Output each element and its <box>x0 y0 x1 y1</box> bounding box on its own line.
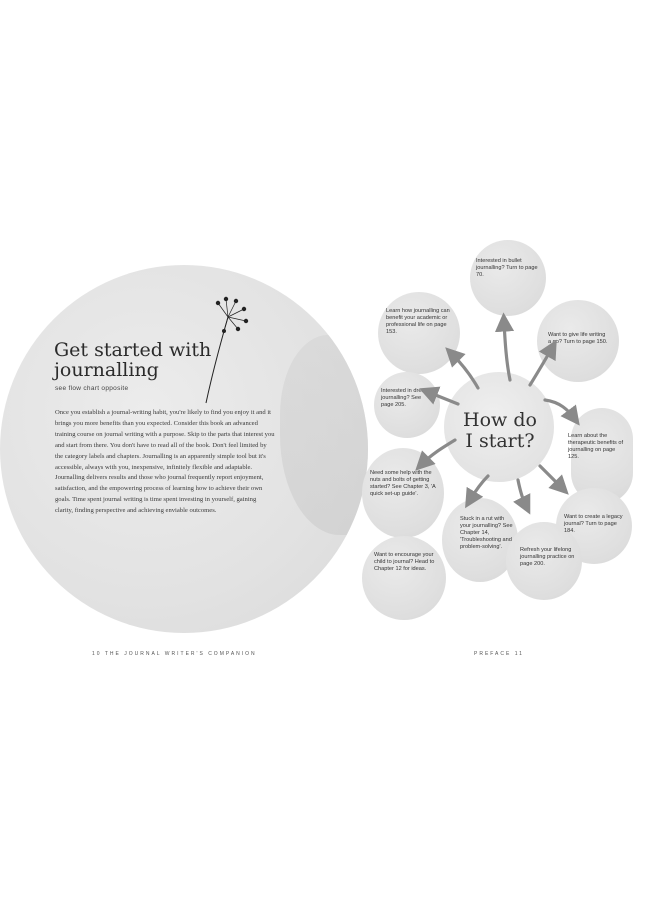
node-text-therapeutic: Learn about the therapeutic benefits of journalling on page 125. <box>568 433 624 460</box>
node-text-life-writing: Want to give life writing a go? Turn to page 150. <box>548 332 608 345</box>
arrow-to-legacy <box>540 466 562 488</box>
left-footer: 10 THE JOURNAL WRITER'S COMPANION <box>92 651 257 657</box>
node-text-nuts-bolts: Need some help with the nuts and bolts of getting started? See Chapter 3, 'A quick set-up guide'. <box>370 470 436 497</box>
arrow-to-bullet <box>504 322 510 380</box>
body-paragraph: Once you establish a journal-writing habit, you're likely to find you enjoy it and it brings you more benefits than you expected. Consider this book an advanced training course on journal writing with a purpose. Skip to the parts that interest you and start from there. You don't have to read all of the book. Don't feel limited by the category labels and chapters. Journalling is an apparently simple tool but it's accessible, always with you, inexpensive, infinitely flexible and adaptable. Journalling delivers results and those who journal frequently report enjoyment, satisfaction, and the empowering process of learning how to achieve their own goals. Time spent journal writing is time spent investing in yourself, gaining clarity, finding perspective and achieving enviable outcomes. <box>55 409 275 515</box>
node-text-lifelong: Refresh your lifelong journalling practice on page 200. <box>520 547 575 567</box>
right-footer: PREFACE 11 <box>474 651 524 657</box>
node-child <box>362 536 446 620</box>
subtitle: see flow chart opposite <box>55 385 129 392</box>
node-text-child: Want to encourage your child to journal? Head to Chapter 12 for ideas. <box>374 552 435 572</box>
watercolor-wash <box>280 335 368 535</box>
arrow-to-lifelong <box>518 480 526 506</box>
node-text-legacy: Want to create a legacy journal? Turn to page 184. <box>564 514 623 534</box>
page-title: Get started with journalling <box>54 339 212 381</box>
node-text-academic: Learn how journalling can benefit your academic or professional life on page 153. <box>386 308 450 335</box>
node-text-stuck: Stuck in a rut with your journalling? See Chapter 14, 'Troubleshooting and problem-solving'. <box>460 516 513 550</box>
center-title: How do I start? <box>463 409 537 452</box>
node-text-dream: Interested in dream journalling? See page 205. <box>381 388 430 408</box>
node-text-bullet: Interested in bullet journalling? Turn to page 70. <box>476 258 538 278</box>
